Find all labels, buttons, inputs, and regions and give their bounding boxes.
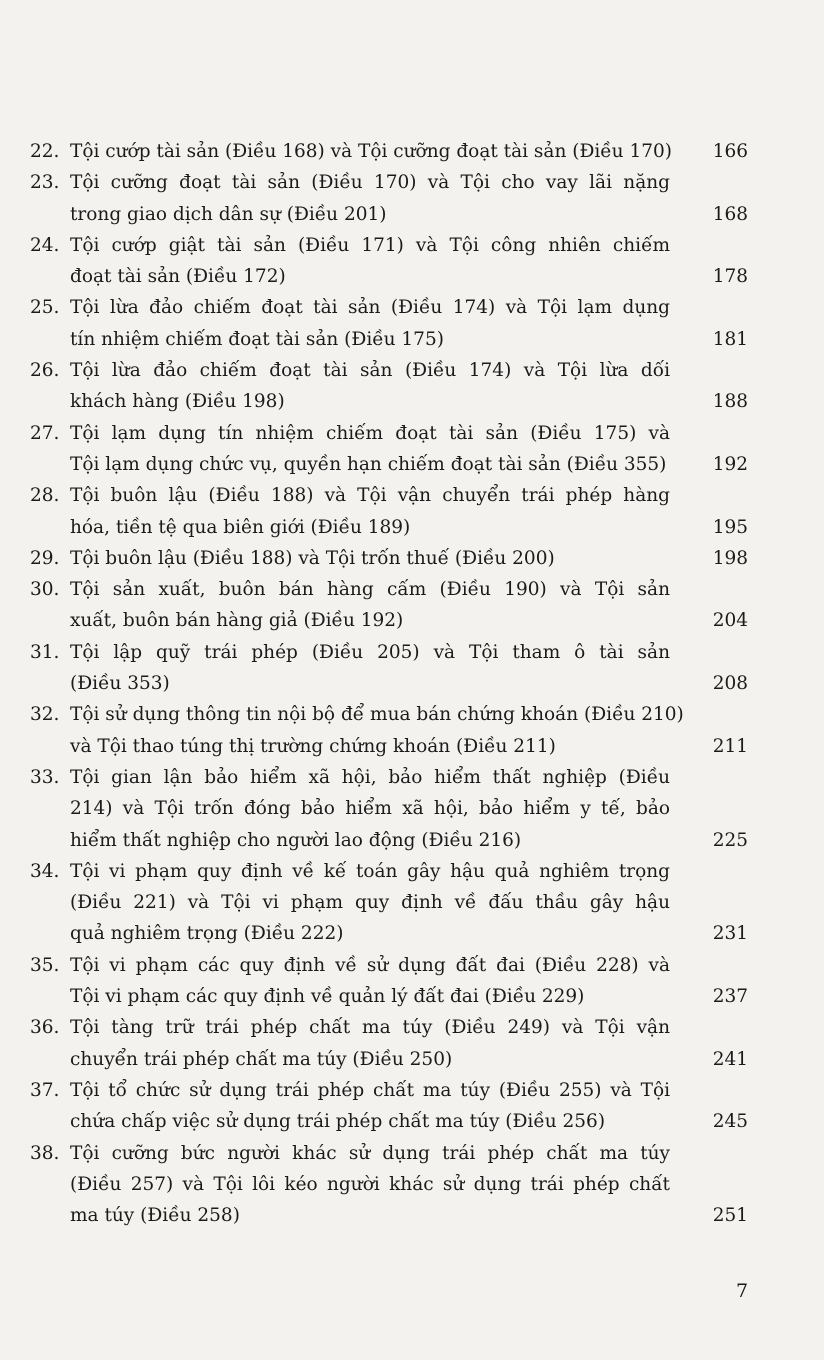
toc-entry[interactable] xyxy=(30,230,748,293)
toc-entry-number: 28. xyxy=(30,485,60,507)
toc-entry-title-line: hiểm thất nghiệp cho người lao động (Điều 216) xyxy=(70,829,522,851)
toc-entry-number: 25. xyxy=(30,297,60,319)
toc-entry-title-line: Tội cướp tài sản (Điều 168) và Tội cưỡng đoạt tài sản (Điều 170) xyxy=(70,141,673,162)
toc-entry-title-line: Tội lạm dụng tín nhiệm chiếm đoạt tài sản (Điều 175) và xyxy=(70,422,670,444)
toc-entry[interactable] xyxy=(30,1075,748,1138)
toc-entry-number: 22. xyxy=(30,141,60,162)
toc-entry-title-line: Tội lập quỹ trái phép (Điều 205) và Tội tham ô tài sản xyxy=(70,641,670,663)
toc-entry-page: 231 xyxy=(712,923,748,945)
toc-entry-page: 168 xyxy=(712,203,748,225)
toc-entry-page: 251 xyxy=(712,1205,748,1227)
toc-entry-number: 37. xyxy=(30,1079,60,1101)
toc-entry-title-line: Tội cưỡng đoạt tài sản (Điều 170) và Tội cho vay lãi nặng xyxy=(70,172,670,194)
toc-entry-page: 225 xyxy=(712,829,748,851)
toc-entry[interactable] xyxy=(30,136,748,167)
toc-entry[interactable] xyxy=(30,856,748,950)
toc-entry-number: 36. xyxy=(30,1017,60,1039)
toc-entry-title-line: Tội tàng trữ trái phép chất ma túy (Điều 249) và Tội vận xyxy=(70,1017,670,1039)
toc-entry-title-line: Tội vi phạm các quy định về quản lý đất đai (Điều 229) xyxy=(70,986,585,1008)
toc-entry-title-line: quả nghiêm trọng (Điều 222) xyxy=(70,923,344,945)
toc-entry-title xyxy=(70,1075,748,1138)
toc-entry-title xyxy=(70,355,748,418)
toc-entry[interactable] xyxy=(30,762,748,856)
table-of-contents xyxy=(30,136,748,1231)
toc-entry-title-line: khách hàng (Điều 198) xyxy=(70,391,285,413)
toc-entry-number: 34. xyxy=(30,860,60,882)
toc-entry-title xyxy=(70,950,748,1013)
toc-entry-title-line: đoạt tài sản (Điều 172) xyxy=(70,266,286,288)
toc-entry-title-line: hóa, tiền tệ qua biên giới (Điều 189) xyxy=(70,516,411,538)
toc-entry-title xyxy=(70,543,748,574)
toc-entry-page: 204 xyxy=(712,610,748,632)
toc-entry-title xyxy=(70,637,748,700)
toc-entry-title-line: Tội cướp giật tài sản (Điều 171) và Tội công nhiên chiếm xyxy=(70,234,670,256)
toc-entry-page: 192 xyxy=(712,453,748,475)
toc-entry-page: 211 xyxy=(712,735,748,757)
toc-entry-title-line: Tội gian lận bảo hiểm xã hội, bảo hiểm thất nghiệp (Điều xyxy=(70,766,670,788)
toc-entry-number: 38. xyxy=(30,1142,60,1164)
toc-entry[interactable] xyxy=(30,418,748,481)
toc-entry-page: 237 xyxy=(712,986,748,1008)
toc-entry-page: 245 xyxy=(712,1111,748,1133)
toc-entry-page: 241 xyxy=(712,1048,748,1070)
toc-entry-title xyxy=(70,136,748,167)
toc-entry-title-line: Tội lừa đảo chiếm đoạt tài sản (Điều 174) và Tội lừa dối xyxy=(70,360,670,382)
toc-entry-title xyxy=(70,167,748,230)
toc-entry-page: 181 xyxy=(712,328,748,350)
toc-entry-number: 23. xyxy=(30,172,60,194)
toc-entry-title-line: chuyển trái phép chất ma túy (Điều 250) xyxy=(70,1048,453,1070)
page-number: 7 xyxy=(736,1280,749,1302)
toc-entry-title xyxy=(70,1012,748,1075)
toc-entry-title-line: Tội vi phạm các quy định về sử dụng đất đai (Điều 228) và xyxy=(70,954,670,976)
toc-entry-title-line: xuất, buôn bán hàng giả (Điều 192) xyxy=(70,610,404,632)
toc-entry-title-line: 214) và Tội trốn đóng bảo hiểm xã hội, bảo hiểm y tế, bảo xyxy=(70,798,670,820)
toc-entry[interactable] xyxy=(30,574,748,637)
toc-entry[interactable] xyxy=(30,480,748,543)
toc-entry-title xyxy=(70,856,748,950)
toc-entry-title-line: (Điều 257) và Tội lôi kéo người khác sử dụng trái phép chất xyxy=(70,1173,670,1195)
toc-entry-title-line: Tội cưỡng bức người khác sử dụng trái phép chất ma túy xyxy=(70,1142,670,1164)
toc-entry-page: 178 xyxy=(712,266,748,288)
toc-entry-title-line: Tội sản xuất, buôn bán hàng cấm (Điều 190) và Tội sản xyxy=(70,579,670,601)
toc-entry-page: 166 xyxy=(712,141,748,162)
toc-entry[interactable] xyxy=(30,699,748,762)
toc-entry-title-line: (Điều 221) và Tội vi phạm quy định về đấu thầu gây hậu xyxy=(70,892,670,914)
toc-entry[interactable] xyxy=(30,950,748,1013)
toc-entry-title xyxy=(70,574,748,637)
toc-entry[interactable] xyxy=(30,355,748,418)
toc-entry-title-line: Tội buôn lậu (Điều 188) và Tội trốn thuế (Điều 200) xyxy=(70,547,555,569)
toc-entry[interactable] xyxy=(30,1138,748,1232)
toc-entry-title xyxy=(70,418,748,481)
toc-entry-title-line: tín nhiệm chiếm đoạt tài sản (Điều 175) xyxy=(70,328,444,350)
toc-entry-number: 27. xyxy=(30,422,60,444)
toc-entry-title-line: trong giao dịch dân sự (Điều 201) xyxy=(70,203,387,225)
toc-entry-title-line: Tội buôn lậu (Điều 188) và Tội vận chuyển trái phép hàng xyxy=(70,485,670,507)
toc-entry-title-line: Tội sử dụng thông tin nội bộ để mua bán chứng khoán (Điều 210) xyxy=(70,704,684,726)
toc-entry-title-line: ma túy (Điều 258) xyxy=(70,1205,240,1227)
toc-entry-title-line: Tội vi phạm quy định về kế toán gây hậu quả nghiêm trọng xyxy=(70,860,670,882)
toc-entry-number: 32. xyxy=(30,704,60,726)
toc-entry-number: 35. xyxy=(30,954,60,976)
toc-entry-number: 29. xyxy=(30,547,60,569)
toc-entry-page: 198 xyxy=(712,547,748,569)
toc-entry-number: 30. xyxy=(30,579,60,601)
toc-entry-title xyxy=(70,230,748,293)
toc-entry-page: 195 xyxy=(712,516,748,538)
toc-entry-title-line: và Tội thao túng thị trường chứng khoán (Điều 211) xyxy=(70,735,556,757)
toc-entry-page: 188 xyxy=(712,391,748,413)
toc-entry[interactable] xyxy=(30,1012,748,1075)
toc-entry-title xyxy=(70,1138,748,1232)
toc-entry-title-line: Tội lạm dụng chức vụ, quyền hạn chiếm đoạt tài sản (Điều 355) xyxy=(70,453,667,475)
toc-entry-title-line: chứa chấp việc sử dụng trái phép chất ma túy (Điều 256) xyxy=(70,1111,606,1133)
toc-entry-number: 33. xyxy=(30,766,60,788)
toc-entry[interactable] xyxy=(30,167,748,230)
toc-entry-title-line: Tội lừa đảo chiếm đoạt tài sản (Điều 174) và Tội lạm dụng xyxy=(70,297,670,319)
toc-entry-title xyxy=(70,292,748,355)
toc-entry[interactable] xyxy=(30,637,748,700)
toc-entry-title-line: (Điều 353) xyxy=(70,673,170,695)
toc-entry-title xyxy=(70,480,748,543)
toc-entry[interactable] xyxy=(30,292,748,355)
toc-entry-title xyxy=(70,762,748,856)
toc-entry-title-line: Tội tổ chức sử dụng trái phép chất ma túy (Điều 255) và Tội xyxy=(70,1079,670,1101)
toc-entry-number: 26. xyxy=(30,360,60,382)
toc-entry-title xyxy=(70,699,748,762)
toc-entry-number: 24. xyxy=(30,234,60,256)
toc-entry-page: 208 xyxy=(712,673,748,695)
toc-entry-number: 31. xyxy=(30,641,60,663)
toc-entry[interactable] xyxy=(30,543,748,574)
